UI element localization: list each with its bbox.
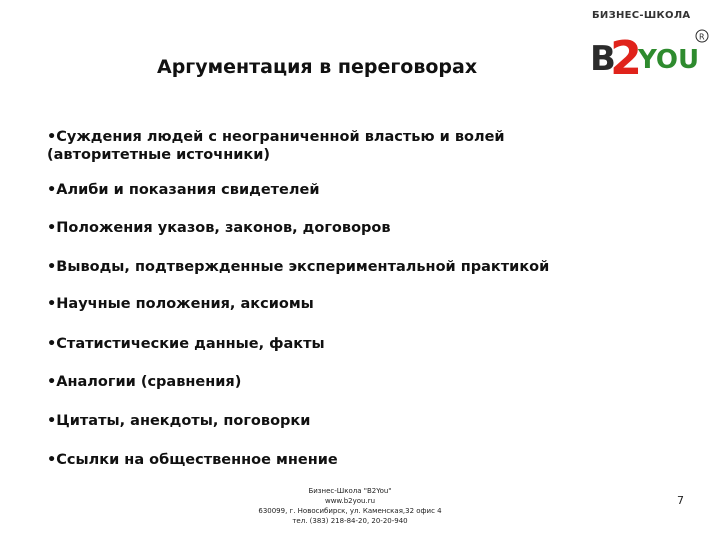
bullet-item	[47, 451, 687, 469]
bullet-line	[47, 373, 687, 391]
bullet-item	[47, 258, 687, 276]
bullet-dot-icon: •	[47, 182, 57, 198]
b2you-logo-icon	[588, 24, 710, 80]
bullet-dot-icon: •	[47, 259, 57, 275]
bullet-item	[47, 295, 687, 313]
bullet-line	[47, 219, 687, 237]
bullet-item	[47, 128, 687, 164]
bullet-text: Научные положения, аксиомы	[56, 296, 314, 312]
bullet-text: Статистические данные, факты	[56, 336, 325, 352]
bullet-line	[47, 335, 687, 353]
bullet-line	[47, 412, 687, 430]
bullet-item	[47, 335, 687, 353]
bullet-dot-icon: •	[47, 413, 57, 429]
bullet-dot-icon: •	[47, 129, 57, 145]
b2you-logo	[588, 10, 710, 80]
bullet-text: (авторитетные источники)	[47, 147, 271, 163]
bullet-text: Выводы, подтвержденные экспериментальной практикой	[56, 259, 550, 275]
logo-word-you: YOU	[638, 45, 700, 75]
bullet-dot-icon: •	[47, 374, 57, 390]
bullet-text: Суждения людей с неограниченной властью и волей	[56, 129, 505, 145]
bullet-dot-icon: •	[47, 220, 57, 236]
footer-contacts	[230, 486, 470, 526]
bullet-item	[47, 181, 687, 199]
slide-title: Аргументация в переговорах	[157, 56, 478, 78]
bullet-text: Алиби и показания свидетелей	[56, 182, 320, 198]
logo-letter-b: B	[590, 39, 616, 79]
bullet-line	[47, 295, 687, 313]
bullet-text: Положения указов, законов, договоров	[56, 220, 391, 236]
bullet-item	[47, 373, 687, 391]
bullet-line	[47, 146, 687, 164]
bullet-dot-icon: •	[47, 336, 57, 352]
footer-phone: тел. (383) 218-84-20, 20-20-940	[292, 517, 408, 525]
footer-address: 630099, г. Новосибирск, ул. Каменская,32 офис 4	[258, 507, 442, 515]
footer-website: www.b2you.ru	[324, 497, 376, 505]
bullet-text: Аналогии (сравнения)	[56, 374, 242, 390]
bullet-line	[47, 451, 687, 469]
registered-mark-letter: R	[699, 32, 705, 42]
page-number: 7	[677, 494, 684, 507]
logo-digit-2: 2	[610, 31, 643, 80]
bullet-text: Цитаты, анекдоты, поговорки	[56, 413, 311, 429]
bullet-item	[47, 412, 687, 430]
bullet-line	[47, 258, 687, 276]
bullet-item	[47, 219, 687, 237]
bullet-line	[47, 181, 687, 199]
footer-school-name: Бизнес-Школа "B2You"	[308, 487, 392, 495]
bullet-dot-icon: •	[47, 452, 57, 468]
bullet-line	[47, 128, 687, 146]
bullet-dot-icon: •	[47, 296, 57, 312]
logo-caption: БИЗНЕС-ШКОЛА	[592, 10, 691, 21]
bullet-text: Ссылки на общественное мнение	[56, 452, 338, 468]
